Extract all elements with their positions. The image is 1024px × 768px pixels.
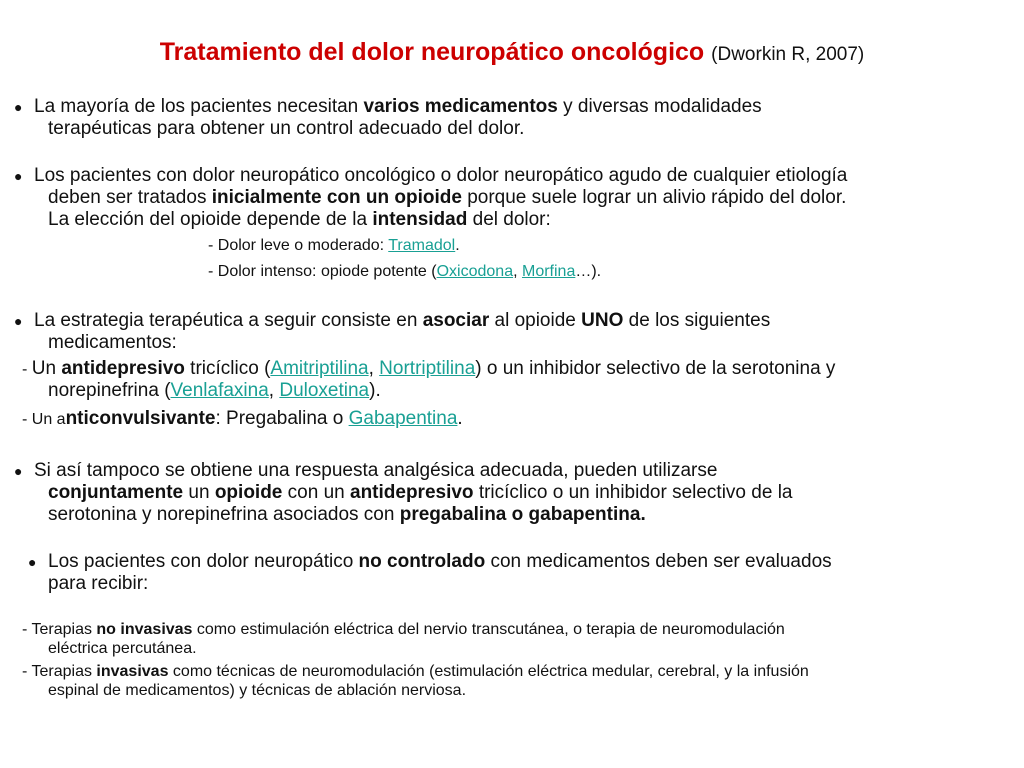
dose-option-mild: - Dolor leve o moderado: Tramadol. (208, 237, 460, 254)
p2-line-3: La elección del opioide depende de la intensidad del dolor: (48, 209, 551, 230)
p4-line-1: ● Si así tampoco se obtiene una respuesta analgésica adecuada, pueden utilizarse (14, 460, 718, 481)
bullet-icon: ● (14, 463, 23, 479)
option-anticonvulsivante: - Un anticonvulsivante: Pregabalina o Gabapentina. (22, 408, 463, 429)
title-text: Tratamiento del dolor neuropático oncológico (159, 38, 705, 66)
p5-line-2: para recibir: (48, 573, 149, 594)
paragraph-3 (14, 310, 1010, 354)
paragraph-2 (14, 165, 1010, 231)
link-oxicodona[interactable]: Oxicodona (436, 263, 514, 280)
bullet-icon: ● (14, 313, 23, 329)
link-tramadol[interactable]: Tramadol (388, 237, 456, 254)
p2-line-1: ● Los pacientes con dolor neuropático oncológico o dolor neuropático agudo de cualquier etiología (14, 165, 848, 186)
link-morfina[interactable]: Morfina (521, 263, 576, 280)
p4-line-2: conjuntamente un opioide con un antidepresivo tricíclico o un inhibidor selectivo de la (48, 482, 793, 503)
p5-line-1: ● Los pacientes con dolor neuropático no controlado con medicamentos deben ser evaluados (28, 551, 832, 572)
option-antidepresivo: - Un antidepresivo tricíclico (Amitriptilina, Nortriptilina) o un inhibidor selectivo de la serotonina y norepinefrina (Venlafaxina, Duloxetina). (22, 358, 836, 401)
p3-line-2: medicamentos: (48, 332, 177, 353)
link-gabapentina[interactable]: Gabapentina (348, 408, 458, 429)
therapy-non-invasive: - Terapias no invasivas como estimulación eléctrica del nervio transcutánea, o terapia de neuromodulación eléctrica percutánea. (22, 621, 785, 657)
p1-line-1: ● La mayoría de los pacientes necesitan varios medicamentos y diversas modalidades (14, 96, 762, 117)
link-duloxetina[interactable]: Duloxetina (279, 380, 370, 401)
title-citation: (Dworkin R, 2007) (711, 44, 865, 65)
p2-line-2: deben ser tratados inicialmente con un opioide porque suele lograr un alivio rápido del dolor. (48, 187, 847, 208)
bullet-icon: ● (28, 554, 37, 570)
dose-option-severe: - Dolor intenso: opiode potente (Oxicodona, Morfina…). (208, 263, 602, 280)
p4-line-3: serotonina y norepinefrina asociados con pregabalina o gabapentina. (48, 504, 646, 525)
p1-line-2: terapéuticas para obtener un control adecuado del dolor. (48, 118, 525, 139)
bullet-icon: ● (14, 168, 23, 184)
therapy-invasive: - Terapias invasivas como técnicas de neuromodulación (estimulación eléctrica medular, cerebral, y la infusión espinal de medicamentos) y técnicas de ablación nerviosa. (22, 663, 809, 699)
link-venlafaxina[interactable]: Venlafaxina (170, 380, 269, 401)
bullet-icon: ● (14, 99, 23, 115)
paragraph-1 (14, 96, 1010, 140)
p3-line-1: ● La estrategia terapéutica a seguir consiste en asociar al opioide UNO de los siguientes (14, 310, 771, 331)
link-amitriptilina[interactable]: Amitriptilina (270, 358, 369, 379)
paragraph-5 (28, 551, 1010, 595)
link-nortriptilina[interactable]: Nortriptilina (379, 358, 476, 379)
paragraph-4 (14, 460, 1010, 526)
slide-title (0, 38, 1024, 67)
